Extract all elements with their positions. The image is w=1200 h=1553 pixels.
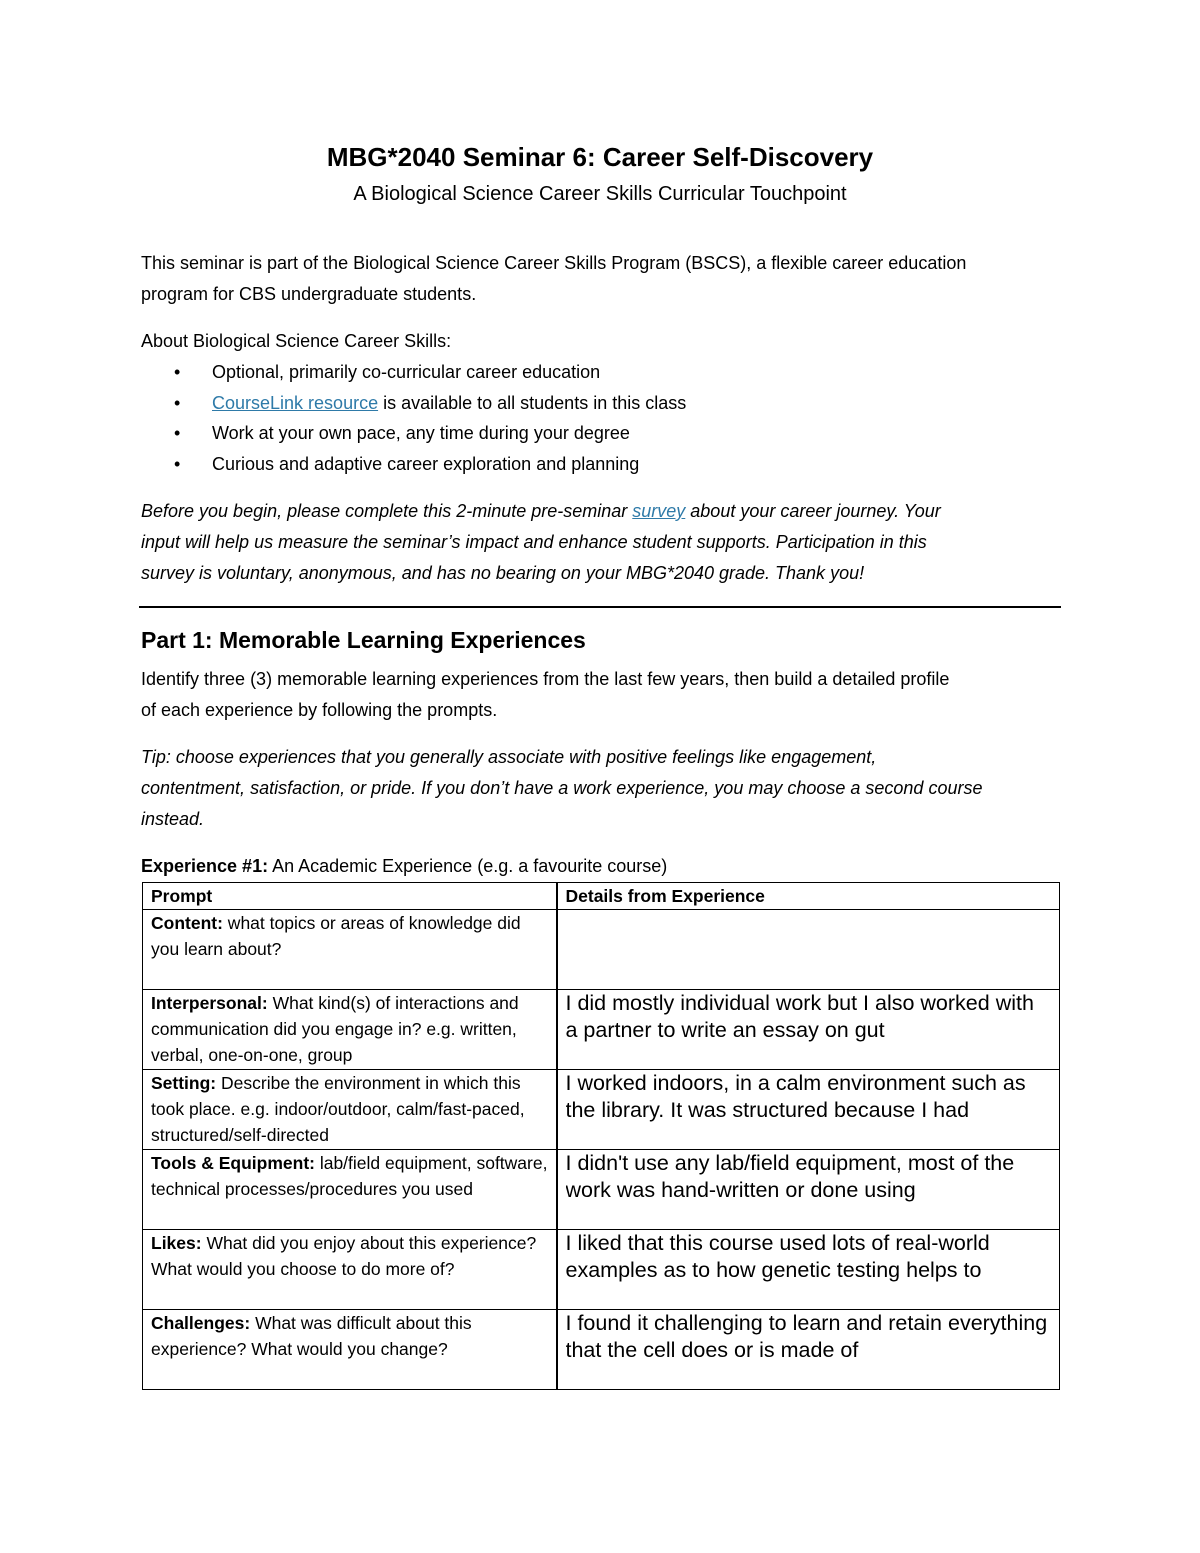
about-heading: About Biological Science Career Skills: — [141, 331, 452, 351]
prompt-cell — [143, 1150, 557, 1230]
detail-text: I didn't use any lab/field equipment, most of the work was hand-written or done using — [565, 1151, 1015, 1202]
detail-text: I worked indoors, in a calm environment such as the library. It was structured because I had — [565, 1071, 1026, 1122]
detail-cell[interactable] — [557, 1310, 1060, 1390]
prompt-label: Content: — [151, 913, 223, 933]
bullet-icon: • — [174, 453, 181, 474]
bullet-icon: • — [174, 362, 181, 382]
bullet-icon: • — [174, 423, 181, 443]
prompt-text: What did you enjoy about this experience? What would you choose to do more of? — [151, 1233, 537, 1279]
column-header-prompt: Prompt — [143, 883, 557, 910]
list-item — [141, 388, 1041, 419]
part1-intro — [141, 664, 1061, 726]
survey-note-line-3: survey is voluntary, anonymous, and has no bearing on your MBG*2040 grade. Thank you! — [141, 563, 865, 583]
page-title: MBG*2040 Seminar 6: Career Self-Discovery — [326, 142, 874, 172]
bullet-text: is available to all students in this class — [378, 392, 687, 413]
part1-intro-line-2: of each experience by following the prompts. — [141, 700, 498, 720]
survey-note-line-2: input will help us measure the seminar’s impact and enhance student supports. Participation in this — [141, 532, 927, 552]
prompt-cell — [143, 1310, 557, 1390]
prompt-label: Challenges: — [151, 1313, 251, 1333]
prompt-cell — [143, 910, 557, 990]
experience1-description: An Academic Experience (e.g. a favourite course) — [268, 856, 668, 876]
prompt-text: Describe the environment in which this took place. e.g. indoor/outdoor, calm/fast-paced, structured/self-directed — [151, 1073, 525, 1145]
prompt-text: what topics or areas of knowledge did you learn about? — [151, 913, 521, 959]
prompt-text: What was difficult about this experience? What would you change? — [151, 1313, 472, 1359]
detail-cell[interactable] — [557, 990, 1060, 1070]
prompt-label: Likes: — [151, 1233, 202, 1253]
tip-line-2: contentment, satisfaction, or pride. If you don’t have a work experience, you may choose a second course — [141, 778, 983, 798]
bullet-text: Work at your own pace, any time during your degree — [212, 423, 630, 443]
bullet-text: Optional, primarily co-curricular career education — [212, 362, 601, 382]
prompt-text: lab/field equipment, software, technical processes/procedures you used — [151, 1153, 548, 1199]
tip-line-3: instead. — [141, 809, 205, 829]
about-bullet-list — [141, 357, 1041, 479]
list-item — [141, 357, 1041, 388]
survey-note — [141, 496, 1061, 589]
survey-note-before: Before you begin, please complete this 2-minute pre-seminar — [141, 501, 633, 521]
detail-cell[interactable] — [557, 910, 1060, 990]
detail-cell[interactable] — [557, 1230, 1060, 1310]
detail-text: I liked that this course used lots of real-world examples as to how genetic testing helps to — [565, 1231, 990, 1282]
part1-intro-line-1: Identify three (3) memorable learning experiences from the last few years, then build a detailed profile — [141, 669, 950, 689]
prompt-cell — [143, 990, 557, 1070]
courselink-resource-link[interactable]: CourseLink resource — [212, 392, 379, 413]
survey-link[interactable]: survey — [632, 501, 686, 521]
list-item — [141, 418, 1041, 449]
section-divider — [139, 606, 1061, 608]
part1-heading: Part 1: Memorable Learning Experiences — [141, 627, 586, 653]
experience1-table — [142, 882, 1060, 1390]
prompt-label: Interpersonal: — [151, 993, 268, 1013]
prompt-label: Tools & Equipment: — [151, 1153, 315, 1173]
table-row — [143, 990, 1060, 1070]
detail-cell[interactable] — [557, 1070, 1060, 1150]
table-row — [143, 1310, 1060, 1390]
prompt-label: Setting: — [151, 1073, 217, 1093]
prompt-cell — [143, 1070, 557, 1150]
tip-line-1: Tip: choose experiences that you generally associate with positive feelings like engagement, — [141, 747, 877, 767]
table-row — [143, 1150, 1060, 1230]
table-row — [143, 910, 1060, 990]
intro-paragraph — [141, 248, 1061, 310]
experience1-label: Experience #1: — [141, 856, 269, 876]
detail-text: I found it challenging to learn and retain everything that the cell does or is made of — [565, 1311, 1048, 1362]
bullet-icon: • — [174, 392, 181, 413]
detail-text: I did mostly individual work but I also worked with a partner to write an essay on gut — [565, 991, 1034, 1042]
page-subtitle: A Biological Science Career Skills Curricular Touchpoint — [353, 183, 847, 205]
column-header-details: Details from Experience — [557, 883, 1060, 910]
list-item — [141, 449, 1041, 480]
prompt-cell — [143, 1230, 557, 1310]
table-row — [143, 1070, 1060, 1150]
experience1-heading — [141, 851, 667, 881]
table-row — [143, 1230, 1060, 1310]
intro-line-1: This seminar is part of the Biological Science Career Skills Program (BSCS), a flexible career education — [141, 253, 967, 273]
detail-cell[interactable] — [557, 1150, 1060, 1230]
table-header-row — [143, 883, 1060, 910]
tip-paragraph — [141, 742, 1061, 835]
survey-note-after: about your career journey. Your — [685, 501, 941, 521]
prompt-text: What kind(s) of interactions and communication did you engage in? e.g. written, verbal, one-on-one, group — [151, 993, 519, 1065]
intro-line-2: program for CBS undergraduate students. — [141, 284, 477, 304]
bullet-text: Curious and adaptive career exploration and planning — [212, 453, 640, 474]
detail-text — [566, 910, 1052, 966]
